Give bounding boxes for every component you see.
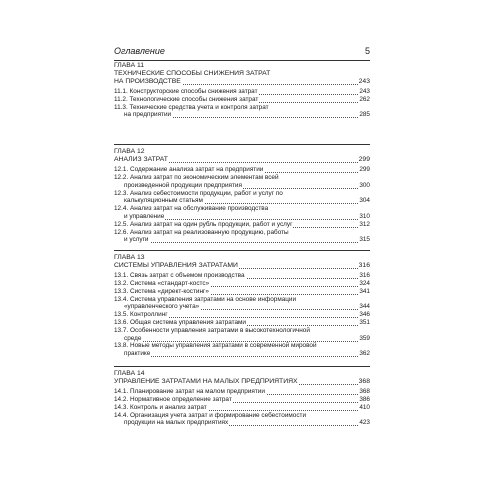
toc-entry-page: 324 bbox=[359, 279, 370, 287]
toc-entry-text: 13.8. Новые методы управления затратами в современной мировой bbox=[114, 342, 317, 350]
toc-item[interactable] bbox=[114, 190, 370, 198]
toc-entry-text: и услуги bbox=[114, 236, 150, 243]
toc-entry-text: 11.1. Конструкторские способы снижения затрат bbox=[114, 87, 258, 95]
toc-item[interactable] bbox=[114, 419, 370, 427]
toc-entry-text: практике bbox=[114, 350, 151, 357]
toc-entry-text: 13.1. Связь затрат с объемом производства bbox=[114, 272, 245, 280]
toc-entry-text: 14.2. Нормативное определение затрат bbox=[114, 395, 232, 403]
toc-item[interactable] bbox=[114, 288, 370, 296]
toc-item[interactable] bbox=[114, 229, 370, 237]
toc-item[interactable] bbox=[114, 319, 370, 327]
toc-item[interactable] bbox=[114, 205, 370, 213]
toc-entry-page: 312 bbox=[359, 220, 370, 228]
toc-entry-text: УПРАВЛЕНИЕ ЗАТРАТАМИ НА МАЛЫХ ПРЕДПРИЯТИЯХ bbox=[114, 377, 298, 385]
toc-entry-text: СИСТЕМЫ УПРАВЛЕНИЯ ЗАТРАТАМИ bbox=[114, 261, 238, 269]
toc-item[interactable] bbox=[114, 342, 370, 350]
toc-entry-page: 368 bbox=[359, 388, 370, 396]
toc-item[interactable] bbox=[114, 327, 370, 335]
toc-entry-text: 13.2. Система «стандарт-костс» bbox=[114, 279, 210, 287]
toc-item[interactable] bbox=[114, 88, 370, 96]
toc-entry-page: 344 bbox=[359, 303, 370, 311]
toc-entry-page: 243 bbox=[359, 87, 370, 95]
chapter-label[interactable] bbox=[114, 370, 370, 378]
toc-entry-page: 299 bbox=[358, 155, 370, 163]
chapter-label[interactable] bbox=[114, 148, 370, 156]
running-head-title: Оглавление bbox=[114, 46, 165, 56]
toc-item[interactable] bbox=[114, 96, 370, 104]
dot-leader bbox=[114, 356, 370, 357]
toc-entry-page: 304 bbox=[359, 197, 370, 205]
toc-entry-page: 285 bbox=[359, 111, 370, 119]
toc-item[interactable] bbox=[114, 166, 370, 174]
chapter-title[interactable] bbox=[114, 70, 370, 78]
toc-entry-text: 12.2. Анализ затрат по экономическим элементам всей bbox=[114, 173, 279, 181]
toc-entry-text: ГЛАВА 11 bbox=[114, 62, 145, 69]
toc-chapter bbox=[114, 250, 370, 251]
toc-page bbox=[114, 0, 374, 500]
toc-entry-page: 310 bbox=[359, 212, 370, 220]
toc-entry-text: 12.3. Анализ себестоимости продукции, работ и услуг по bbox=[114, 189, 283, 197]
toc-entry-text: 13.4. Система управления затратами на основе информации bbox=[114, 295, 297, 303]
toc-entry-page: 410 bbox=[359, 403, 370, 411]
toc-entry-text: 13.5. Контроллинг bbox=[114, 311, 168, 319]
toc-entry-text: 11.2. Технологические способы снижения затрат bbox=[114, 95, 259, 103]
toc-entry-text: ГЛАВА 13 bbox=[114, 254, 145, 261]
dot-leader bbox=[114, 242, 370, 243]
toc-chapter bbox=[114, 144, 370, 145]
toc-entry-text: 14.4. Организация учета затрат и формирование себестоимости bbox=[114, 411, 307, 419]
chapter-title[interactable] bbox=[114, 378, 370, 386]
chapter-label[interactable] bbox=[114, 254, 370, 262]
toc-entry-text: 12.4. Анализ затрат на обслуживание производства bbox=[114, 205, 269, 213]
chapter-label[interactable] bbox=[114, 62, 370, 70]
toc-item[interactable] bbox=[114, 111, 370, 119]
toc-item[interactable] bbox=[114, 221, 370, 229]
toc-item[interactable] bbox=[114, 182, 370, 190]
toc-entry-text: 12.5. Анализ затрат на один рубль продукции, работ и услуг bbox=[114, 220, 293, 228]
toc-entry-text: 13.3. Система «директ-костинг» bbox=[114, 287, 209, 295]
toc-item[interactable] bbox=[114, 104, 370, 112]
toc-item[interactable] bbox=[114, 388, 370, 396]
toc-entry-text: ТЕХНИЧЕСКИЕ СПОСОБЫ СНИЖЕНИЯ ЗАТРАТ bbox=[114, 69, 271, 77]
chapter-title[interactable] bbox=[114, 78, 370, 86]
header-rule bbox=[114, 60, 370, 61]
toc-entry-page: 386 bbox=[359, 395, 370, 403]
running-head bbox=[114, 46, 370, 60]
toc-entry-text: 12.6. Анализ затрат на реализованную продукцию, работы bbox=[114, 228, 289, 236]
toc-entry-text: «управленческого учета» bbox=[114, 303, 200, 310]
toc-entry-text: и управление bbox=[114, 213, 165, 220]
page-number: 5 bbox=[364, 46, 370, 56]
toc-item[interactable] bbox=[114, 213, 370, 221]
toc-entry-text: 14.1. Планирование затрат на малом предприятии bbox=[114, 388, 265, 396]
toc-entry-page: 346 bbox=[359, 311, 370, 319]
toc-chapter bbox=[114, 366, 370, 367]
toc-item[interactable] bbox=[114, 296, 370, 304]
toc-item[interactable] bbox=[114, 197, 370, 205]
toc-entry-text: ГЛАВА 12 bbox=[114, 148, 145, 155]
toc-entry-page: 423 bbox=[359, 419, 370, 427]
toc-entry-page: 316 bbox=[359, 272, 370, 280]
toc-entry-page: 359 bbox=[359, 334, 370, 342]
toc-entry-page: 300 bbox=[359, 181, 370, 189]
toc-entry-text: 13.6. Общая система управления затратами bbox=[114, 318, 247, 326]
toc-entry-text: калькуляционным статьям bbox=[114, 197, 204, 204]
toc-entry-page: 316 bbox=[358, 261, 370, 269]
toc-entry-text: среде bbox=[114, 335, 142, 342]
toc-item[interactable] bbox=[114, 396, 370, 404]
toc-entry-text: 12.1. Содержание анализа затрат на предприятии bbox=[114, 166, 264, 174]
toc-entry-page: 362 bbox=[359, 350, 370, 358]
toc-item[interactable] bbox=[114, 404, 370, 412]
toc-entry-text: ГЛАВА 14 bbox=[114, 370, 145, 377]
chapter-title[interactable] bbox=[114, 262, 370, 270]
toc-item[interactable] bbox=[114, 311, 370, 319]
toc-entry-text: на предприятии bbox=[114, 111, 172, 118]
toc-entry-text: продукции на малых предприятиях bbox=[114, 419, 229, 426]
toc-entry-text: 13.7. Особенности управления затратами в высокотехнологичной bbox=[114, 326, 310, 334]
toc-item[interactable] bbox=[114, 303, 370, 311]
toc-item[interactable] bbox=[114, 335, 370, 343]
toc-item[interactable] bbox=[114, 280, 370, 288]
toc-entry-text: произведенной продукции предприятия bbox=[114, 182, 243, 189]
toc-entry-page: 243 bbox=[358, 77, 370, 85]
toc-item[interactable] bbox=[114, 236, 370, 244]
toc-entry-page: 315 bbox=[359, 236, 370, 244]
toc-entry-page: 299 bbox=[359, 166, 370, 174]
toc-item[interactable] bbox=[114, 350, 370, 358]
toc-item[interactable] bbox=[114, 412, 370, 420]
chapter-title[interactable] bbox=[114, 156, 370, 164]
toc-entry-page: 262 bbox=[359, 95, 370, 103]
toc-entry-text: 14.3. Контроль и анализ затрат bbox=[114, 403, 207, 411]
toc-entry-page: 351 bbox=[359, 318, 370, 326]
toc-entry-text: АНАЛИЗ ЗАТРАТ bbox=[114, 155, 168, 163]
toc-entry-page: 368 bbox=[358, 377, 370, 385]
toc-entry-text: 11.3. Технические средства учета и контроля затрат bbox=[114, 103, 269, 111]
toc-entry-page: 341 bbox=[359, 287, 370, 295]
toc-item[interactable] bbox=[114, 272, 370, 280]
toc-entry-text: НА ПРОИЗВОДСТВЕ bbox=[114, 77, 181, 85]
toc-item[interactable] bbox=[114, 174, 370, 182]
